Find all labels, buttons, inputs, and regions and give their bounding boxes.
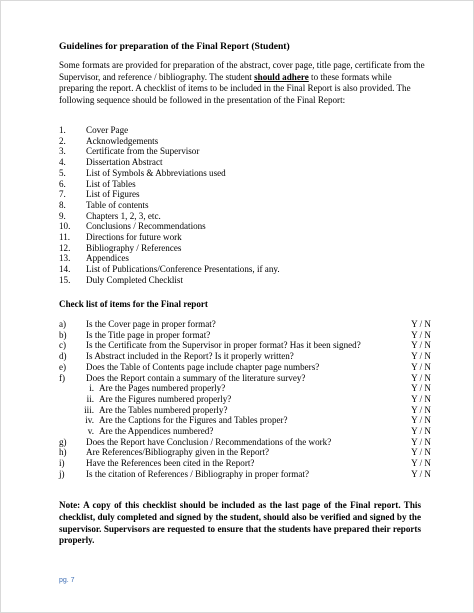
- list-item-text: List of Symbols & Abbreviations used: [86, 167, 226, 178]
- list-item: [59, 125, 429, 136]
- checklist-item-text: Are the Captions for the Figures and Tables proper?: [99, 415, 288, 426]
- list-item-text: List of Publications/Conference Presentations, if any.: [86, 264, 280, 275]
- checklist-item-text: Does the Table of Contents page include chapter page numbers?: [86, 361, 320, 372]
- checklist-item-text: Are the Pages numbered properly?: [99, 383, 226, 394]
- list-item-text: Cover Page: [86, 125, 129, 135]
- list-item-text: Conclusions / Recommendations: [86, 221, 206, 232]
- checklist-item: [59, 469, 431, 480]
- checklist-item-text: Are the Figures numbered properly?: [99, 393, 232, 404]
- checklist-item-indent: [59, 394, 72, 405]
- list-item-text: Acknowledgements: [86, 135, 159, 146]
- checklist-item: [59, 330, 431, 341]
- checklist-item-yn: Y / N: [411, 383, 431, 394]
- list-item-number: 3.: [59, 146, 66, 157]
- checklist-item-yn: Y / N: [411, 458, 431, 469]
- checklist-item-yn: Y / N: [411, 468, 431, 479]
- list-item: [59, 200, 429, 211]
- checklist-item-indent: [59, 405, 72, 416]
- checklist-item-yn: Y / N: [411, 319, 431, 329]
- list-item-text: List of Figures: [86, 189, 140, 200]
- checklist-item-yn: Y / N: [411, 436, 431, 447]
- checklist-item-yn: Y / N: [411, 393, 431, 404]
- list-item: [59, 264, 429, 275]
- checklist-item-label: i): [59, 458, 65, 469]
- list-item-number: 10.: [59, 221, 71, 232]
- list-item-text: Bibliography / References: [86, 242, 182, 253]
- list-item-text: Chapters 1, 2, 3, etc.: [86, 210, 161, 221]
- checklist-item: [59, 383, 431, 394]
- checklist-item-label: h): [59, 447, 67, 458]
- list-item: [59, 157, 429, 168]
- checklist-item: [59, 447, 431, 458]
- list-item-number: 5.: [59, 167, 66, 178]
- list-item-text: Appendices: [86, 253, 129, 264]
- list-item-number: 8.: [59, 199, 66, 210]
- list-item-text: List of Tables: [86, 178, 136, 189]
- checklist-item-yn: Y / N: [411, 351, 431, 362]
- page-heading: Guidelines for preparation of the Final Report (Student): [59, 41, 290, 52]
- checklist-group-main: [59, 319, 431, 383]
- checklist-item-text: Does the Report contain a summary of the literature survey?: [86, 372, 306, 383]
- checklist-item-label: iv.: [85, 415, 94, 426]
- checklist-group-sub: [59, 383, 431, 437]
- checklist-item-label: iii.: [84, 404, 94, 415]
- list-item-text: Table of contents: [86, 199, 149, 210]
- checklist-item-indent: [59, 415, 72, 426]
- checklist-item-yn: Y / N: [411, 361, 431, 372]
- list-item: [59, 189, 429, 200]
- list-item-number: 1.: [59, 125, 66, 135]
- checklist-item-label: c): [59, 340, 67, 351]
- list-item-text: Duly Completed Checklist: [86, 274, 183, 285]
- intro-text-part1: Some formats are provided for preparation of the abstract, cover page, title page, certificate from the Supervisor, and reference / bibliography. The student: [59, 60, 425, 82]
- intro-emphasis: should adhere: [254, 71, 309, 82]
- intro-text-part2: to these formats while preparing the report. A checklist of items to be included in the Final Report is also provided. The following sequence should be followed in the presentation of the Final Report:: [59, 71, 411, 105]
- list-item: [59, 253, 429, 264]
- checklist-heading: Check list of items for the Final report: [59, 299, 208, 309]
- checklist-item-text: Is the citation of References / Bibliography in proper format?: [86, 468, 309, 479]
- checklist-item-text: Does the Report have Conclusion / Recommendations of the work?: [86, 436, 332, 447]
- checklist-item: [59, 426, 431, 437]
- list-item-number: 15.: [59, 274, 71, 285]
- checklist-item-label: j): [59, 468, 65, 479]
- note-paragraph: Note: A copy of this checklist should be included as the last page of the Final report. This checklist, duly completed and signed by the student, should also be verified and signed by the supervisor. Supervisors are requested to ensure that the students have prepared their reports properly.: [59, 500, 421, 546]
- list-item: [59, 243, 429, 254]
- list-item: [59, 221, 429, 232]
- checklist-item-yn: Y / N: [411, 372, 431, 383]
- checklist-item-indent: [59, 426, 72, 437]
- checklist-item: [59, 340, 431, 351]
- list-item-number: 12.: [59, 242, 71, 253]
- list-item: [59, 275, 429, 286]
- checklist-item-label: d): [59, 351, 67, 362]
- checklist-item-text: Is the Cover page in proper format?: [86, 319, 216, 329]
- checklist-item-yn: Y / N: [411, 340, 431, 351]
- list-item: [59, 146, 429, 157]
- checklist: [59, 319, 431, 480]
- list-item: [59, 168, 429, 179]
- list-item: [59, 232, 429, 243]
- checklist-item: [59, 351, 431, 362]
- checklist-item-label: g): [59, 436, 67, 447]
- list-item-text: Certificate from the Supervisor: [86, 146, 200, 157]
- list-item-number: 14.: [59, 264, 71, 275]
- checklist-item: [59, 319, 431, 330]
- checklist-item-label: ii.: [86, 393, 94, 404]
- checklist-item-text: Is Abstract included in the Report? Is it properly written?: [86, 351, 294, 362]
- checklist-item-text: Have the References been cited in the Report?: [86, 458, 255, 469]
- checklist-item-label: f): [59, 372, 66, 383]
- list-item-number: 6.: [59, 178, 66, 189]
- list-item: [59, 136, 429, 147]
- checklist-item-text: Is the Certificate from the Supervisor in proper format? Has it been signed?: [86, 340, 361, 351]
- list-item-number: 7.: [59, 189, 66, 200]
- sequence-list: [59, 125, 429, 286]
- checklist-item: [59, 373, 431, 384]
- checklist-item-yn: Y / N: [411, 329, 431, 340]
- checklist-item: [59, 405, 431, 416]
- list-item-number: 9.: [59, 210, 66, 221]
- checklist-group-end: [59, 437, 431, 480]
- checklist-item-text: Is the Title page in proper format?: [86, 329, 211, 340]
- intro-paragraph: [59, 60, 425, 106]
- checklist-item-text: Are References/Bibliography given in the Report?: [86, 447, 270, 458]
- checklist-item-label: v.: [87, 426, 94, 437]
- checklist-item-label: i.: [89, 383, 94, 394]
- checklist-item-label: e): [59, 361, 67, 372]
- checklist-item: [59, 394, 431, 405]
- checklist-item-yn: Y / N: [411, 415, 431, 426]
- checklist-item-text: Are the Appendices numbered?: [99, 426, 214, 437]
- list-item: [59, 179, 429, 190]
- checklist-item-yn: Y / N: [411, 426, 431, 437]
- list-item-text: Dissertation Abstract: [86, 157, 163, 168]
- checklist-item-label: b): [59, 329, 67, 340]
- checklist-item-yn: Y / N: [411, 404, 431, 415]
- checklist-item: [59, 415, 431, 426]
- list-item-text: Directions for future work: [86, 232, 182, 243]
- checklist-item-yn: Y / N: [411, 447, 431, 458]
- checklist-item-label: a): [59, 319, 67, 329]
- checklist-item-indent: [59, 383, 72, 394]
- checklist-item: [59, 437, 431, 448]
- list-item-number: 2.: [59, 135, 66, 146]
- checklist-item: [59, 362, 431, 373]
- page-number: pg. 7: [59, 577, 75, 584]
- list-item-number: 11.: [59, 232, 71, 243]
- list-item-number: 4.: [59, 157, 66, 168]
- checklist-item: [59, 458, 431, 469]
- checklist-item-text: Are the Tables numbered properly?: [99, 404, 228, 415]
- list-item-number: 13.: [59, 253, 71, 264]
- list-item: [59, 211, 429, 222]
